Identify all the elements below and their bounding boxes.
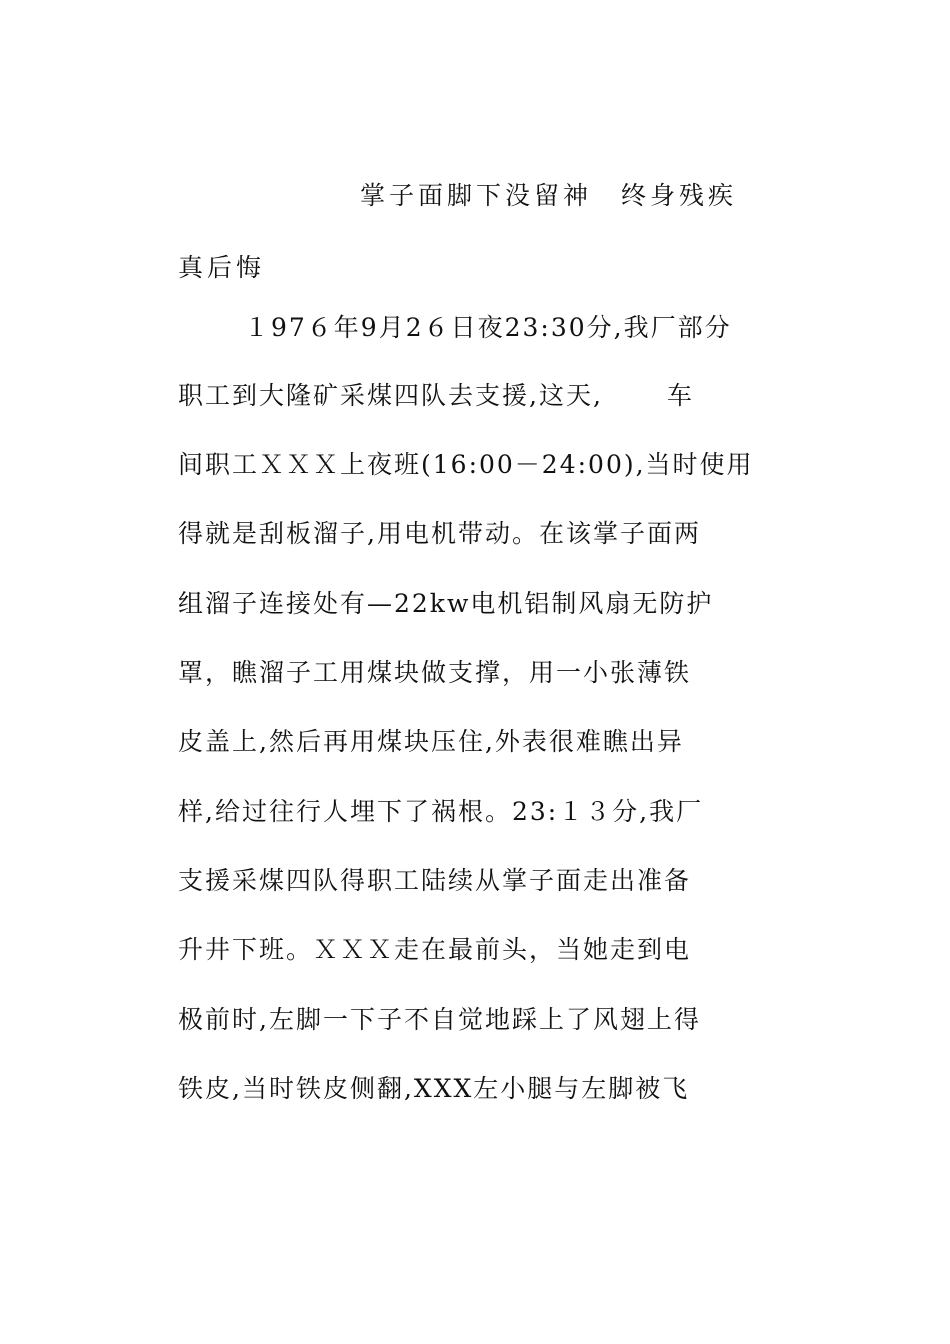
body-line: 铁皮,当时铁皮侧翻,XXX左小腿与左脚被飞: [178, 1074, 690, 1103]
body-line: 职工到大隆矿采煤四队去支援,这天, 车: [178, 381, 694, 410]
body-line: 皮盖上,然后再用煤块压住,外表很难瞧出异: [178, 727, 684, 756]
body-line: １97６年9月2６日夜23:30分,我厂部分: [244, 313, 732, 342]
body-line: 支援采煤四队得职工陆续从掌子面走出准备: [178, 866, 692, 895]
body-line: 升井下班。ＸＸＸ走在最前头，当她走到电: [178, 935, 692, 964]
body-line: 罩，瞧溜子工用煤块做支撑，用一小张薄铁: [178, 658, 692, 687]
body-line: 间职工ＸＸＸ上夜班(16:00－24:00),当时使用: [178, 450, 754, 479]
body-line: 得就是刮板溜子,用电机带动。在该掌子面两: [178, 519, 701, 548]
title-line-1: 掌子面脚下没留神 终身残疾: [360, 181, 738, 210]
body-line: 极前时,左脚一下子不自觉地踩上了风翅上得: [178, 1005, 701, 1034]
title-line-2: 真后悔: [178, 253, 266, 282]
body-line: 组溜子连接处有—22kw电机铝制风扇无防护: [178, 589, 714, 618]
body-line: 样,给过往行人埋下了祸根。23:１３分,我厂: [178, 797, 704, 826]
